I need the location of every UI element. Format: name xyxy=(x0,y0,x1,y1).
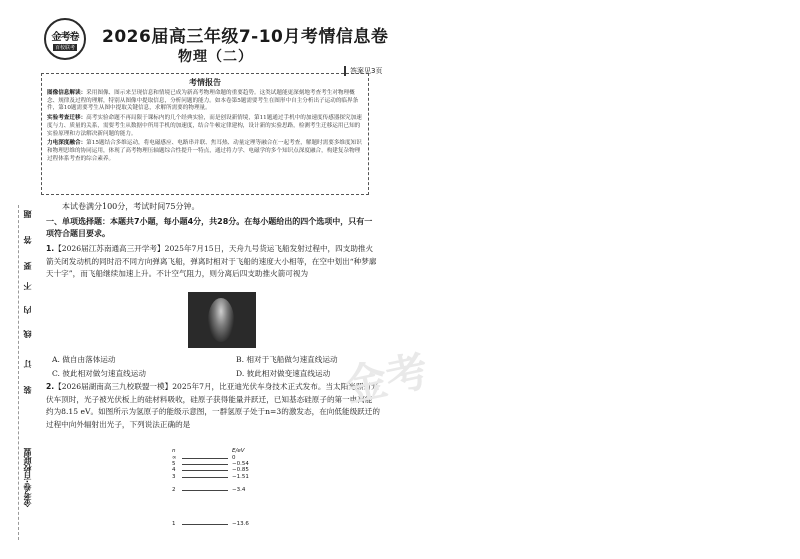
question-2 xyxy=(46,381,380,431)
exam-report-box xyxy=(41,73,369,195)
option-text: 彼此相对做变速直线运动 xyxy=(246,369,331,378)
report-label: 图像信息解读： xyxy=(47,90,87,96)
energy-level-line xyxy=(182,458,228,459)
report-heading: 考情报告 xyxy=(189,78,221,87)
question-1 xyxy=(46,243,380,281)
option-key: A. xyxy=(52,355,60,364)
margin-label: 要 xyxy=(23,262,32,270)
logo-text: 金考卷 xyxy=(51,31,79,43)
logo-sub: 百校联考 xyxy=(54,44,75,51)
level-n: 1 xyxy=(172,521,176,527)
level-e: −0.54 xyxy=(232,461,249,467)
report-label: 实验考查迁移： xyxy=(47,115,87,122)
level-n: 2 xyxy=(172,487,176,493)
section-title: 一、单项选择题：本题共7小题，每小题4分，共28分。在每小题给出的四个选项中，只有一项符合题目要求。 xyxy=(46,217,373,238)
level-n: ∞ xyxy=(172,455,177,461)
option-a xyxy=(52,354,115,365)
question-text: 【2026届湖南高三九校联盟一模】2025年7月，比亚迪光伏车身技术正式发布。当太阳光照射光伏车顶时，光子被光伏板上的硅材料吸收，硅原子获得能量并跃迁，已知基态硅原子的第一电离能约为8.15 eV。如图所示为氢原子的能级示意图，一群氢原子处于n=3的激发态，在向低能级跃迁的过程中向外辐射出光子，下列说法正确的是 xyxy=(46,382,380,429)
option-key: C. xyxy=(52,369,60,378)
report-paragraph xyxy=(47,140,363,163)
option-c xyxy=(52,368,146,379)
rocket-photo xyxy=(188,292,256,348)
energy-level-line xyxy=(182,477,228,478)
option-text: 相对于飞船做匀速直线运动 xyxy=(246,355,338,364)
exam-subtitle: 物理（二） xyxy=(178,49,253,65)
report-label: 力电深度融合： xyxy=(47,140,87,147)
energy-level-line xyxy=(182,464,228,465)
margin-label: 不 xyxy=(23,282,32,290)
margin-label: 订 xyxy=(23,360,32,368)
level-e: −1.51 xyxy=(232,474,249,480)
energy-level-diagram xyxy=(168,448,298,532)
question-number: 2. xyxy=(46,382,55,391)
margin-label: 装 xyxy=(23,386,32,394)
option-text: 做自由落体运动 xyxy=(62,355,116,364)
margin-label: 内 xyxy=(23,306,32,314)
answer-reference: 答案见3页 xyxy=(344,66,386,76)
margin-label: 线 xyxy=(23,330,32,338)
option-text: 彼此相对做匀速直线运动 xyxy=(62,369,146,378)
binding-margin xyxy=(22,210,34,540)
level-e: −13.6 xyxy=(232,521,249,527)
margin-brand: 金考卷·百校联盟 xyxy=(23,448,32,508)
watermark: 金考 xyxy=(340,345,433,412)
level-e: −0.85 xyxy=(232,467,249,473)
level-n: 4 xyxy=(172,467,176,473)
level-n: 5 xyxy=(172,461,176,467)
report-text: 采用图像、图示来呈现信息和情境已成为新高考物理命题的重要趋势。这类试题能更深刻地考查考生对物理概念、规律及过程的理解，特别从图像中提取信息，分析问题的能力。如本卷第5题需要考生在图形中自主分析出子运动的临界条件，第10题需要考生从图中提取关键信息，求解所需要的物理量。 xyxy=(47,90,359,112)
report-paragraph xyxy=(47,90,363,113)
question-text: 【2026届江苏南通高三开学考】2025年7月15日，天舟九号货运飞船发射过程中，四支助推火箭关闭发动机的同时沿不同方向弹离飞船，弹离时相对于飞船的速度大小相等，在空中划出“种梦廓天十字”，而飞船继续加速上升。不计空气阻力，则分离后四支助推火箭可视为 xyxy=(46,244,377,278)
rocket-glow xyxy=(208,298,234,342)
option-key: B. xyxy=(236,355,244,364)
energy-level-line xyxy=(182,490,228,491)
logo xyxy=(44,18,86,60)
energy-level-line xyxy=(182,470,228,471)
report-text: 第15题结合多维运动，将电磁感应、电路串并联、焦耳热、动量定理等融合在一起考查，解题时需要多维度知识和物理思维的协同运用，体现了高考物理压轴题综合性提升一特点，通过将力学、电磁学的多个知识点深度融合，构建复杂物理过程体系考查的综合素养。 xyxy=(47,140,362,162)
energy-level-line xyxy=(182,524,228,525)
report-text: 高考实验命题不再局限于课标内的几个经典实验，而是创设新情境，第11题通过手机中的加速度传感器探究加速度与力、质量的关系，需要考生从数据中所用手机的加速度，结合牛顿定律建构，设计新的实验思路，检测考生迁移运用已知的实验原理和方法解决新问题的能力。 xyxy=(47,115,362,137)
level-e: −3.4 xyxy=(232,487,246,493)
level-e: 0 xyxy=(232,455,236,461)
energy-e-header: E/eV xyxy=(232,448,245,454)
option-key: D. xyxy=(236,369,245,378)
margin-label: 答 xyxy=(23,236,32,244)
energy-n-header: n xyxy=(172,448,176,454)
report-paragraph xyxy=(47,115,363,138)
binding-line xyxy=(18,205,19,540)
level-n: 3 xyxy=(172,474,176,480)
option-b xyxy=(236,354,338,365)
margin-label: 题 xyxy=(23,210,32,218)
option-d xyxy=(236,368,330,379)
exam-meta: 本试卷满分100分，考试时间75分钟。 xyxy=(62,202,200,211)
exam-title: 2026届高三年级7-10月考情信息卷 xyxy=(102,27,389,47)
question-number: 1. xyxy=(46,244,55,253)
